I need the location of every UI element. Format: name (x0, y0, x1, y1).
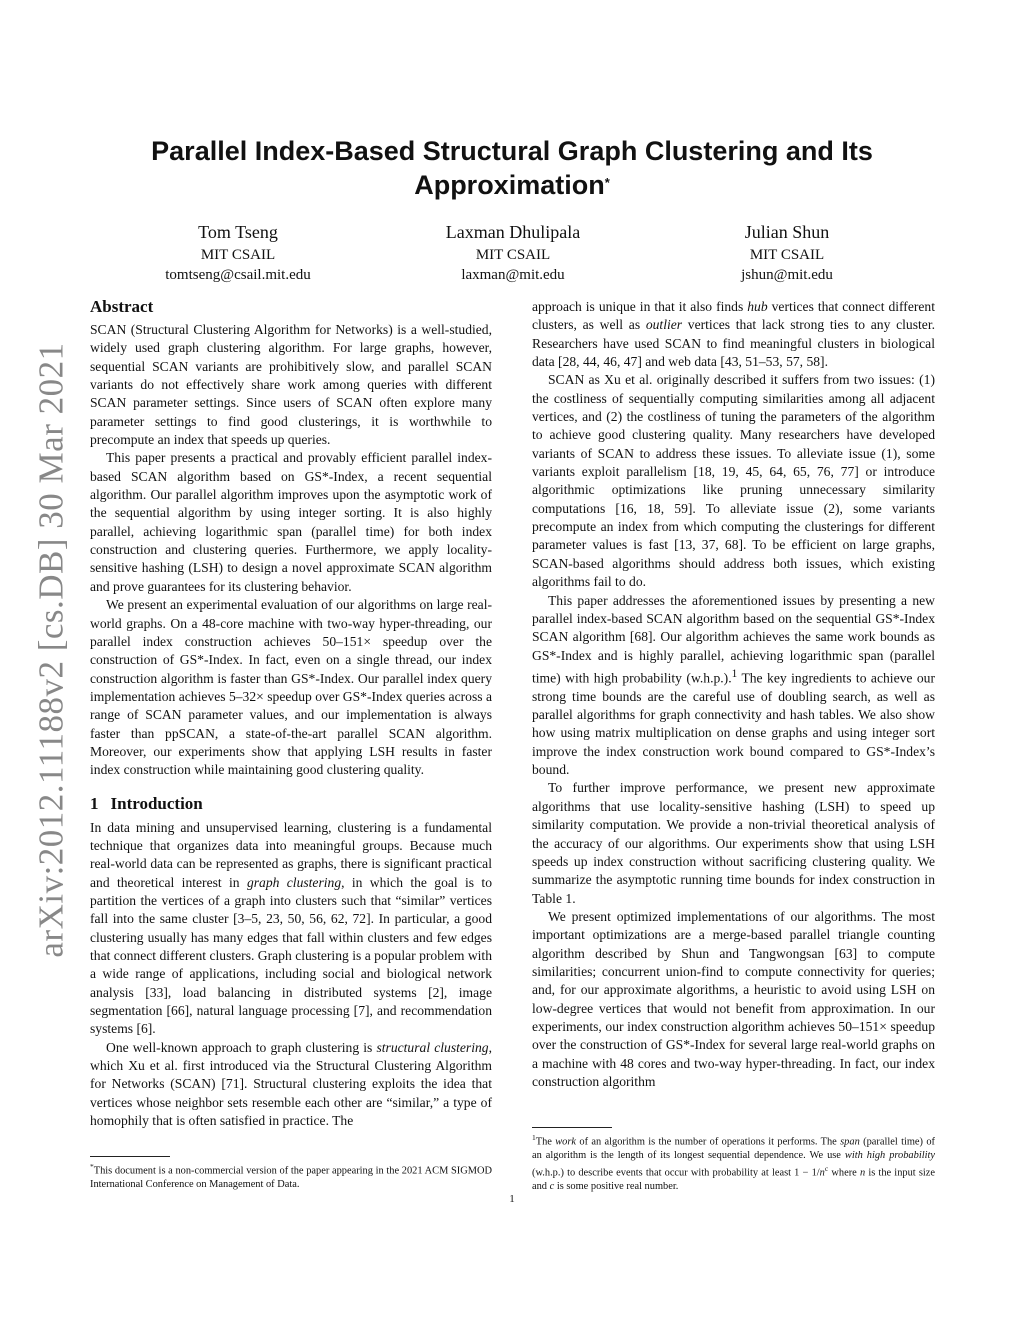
author-name: Julian Shun (744, 222, 830, 242)
footnote-reference[interactable]: 1 (731, 667, 738, 680)
introduction-heading (90, 793, 492, 815)
intro-paragraph: One well-known approach to graph clustering is structural clustering, which Xu et al. first introduced via the Structural Clustering Algorithm for Networks (SCAN) [71]. Structural clustering exploits the idea that vertices whose neighbor sets resemble each other are “similar,” a type of homophily that is often satisfied in practice. The (90, 1039, 492, 1129)
footnote-text: This document is a non-commercial version of the paper appearing in the 2021 ACM SIGMOD International Conference on Management of Data. (90, 1165, 492, 1190)
intro-paragraph: SCAN as Xu et al. originally described it suffers from two issues: (1) the costliness of sequentially computing similarities among all adjacent vertices, and (2) the costliness of tuning the parameters of the algorithm to achieve good clustering quality. Many researchers have developed variants of SCAN to address these issues. To alleviate issue (1), some variants exploit parallelism [18, 19, 45, 64, 65, 76, 77] or introduce algorithmic optimizations like pruning unnecessary similarity computations [16, 18, 59]. To alleviate issue (2), some variants precompute an index from which computing the clusterings for different parameter values is fast [13, 37, 68]. To be efficient on large graphs, SCAN-based algorithms should address both issues, which existing algorithms fail to do. (532, 372, 935, 590)
author-email: jshun@mit.edu (741, 267, 833, 283)
emphasis: structural clustering (376, 1039, 489, 1055)
paper-title (90, 134, 934, 202)
paper-title-text: Parallel Index-Based Structural Graph Clustering and Its Approximation (151, 136, 873, 200)
author-block-2 (393, 220, 633, 285)
page-number: 1 (509, 1193, 515, 1205)
footnote-right: $^1$The work of an algorithm is the number of operations it performs. The span (parallel time) of an algorithm is the length of its longest sequential dependence. We use with high probability (w.h.p.) to describe events that occur with probability at least $1 - 1/n^c$ where n is the input size and c is some positive real number. (532, 1133, 935, 1193)
intro-paragraph: This paper addresses the aforementioned issues by presenting a new parallel index-based SCAN algorithm based on the sequential GS*-Index SCAN algorithm [68]. Our algorithm achieves the same work bounds as GS*-Index and is highly parallel, achieving logarithmic span (parallel time) with high probability (w.h.p.).$^1$ The key ingredients to achieve our strong time bounds are the careful use of doubling search, as well as parallel algorithms for graph connectivity and hash tables. We also show how using matrix multiplication on dense graphs and using integer sort improve the index construction work bound compared to GS*-Index’s bound. (532, 592, 935, 778)
author-name: Tom Tseng (198, 222, 278, 242)
abstract-paragraph: We present an experimental evaluation of our algorithms on large real-world graphs. On a 48-core machine with two-way hyper-threading, our parallel index construction achieves 50–151× speedup over the construction of GS*-Index. In fact, even on a single thread, our index construction algorithm is faster than GS*-Index. Our parallel index query implementation achieves 5–32× speedup over GS*-Index queries across a range of SCAN parameter values, and our implementation is always faster than ppSCAN, a state-of-the-art parallel SCAN algorithm. Moreover, our experiments show that applying LSH results in faster index construction while maintaining good clustering quality. (90, 597, 492, 778)
title-footnote-marker: * (604, 175, 610, 190)
arxiv-identifier-stamp (22, 342, 82, 958)
intro-paragraph: To further improve performance, we present new approximate algorithms that use locality-sensitive hashing (LSH) to speed up similarity computation. We provide a non-trivial theoretical analysis of the accuracy of our algorithms. Our experiments show that using LSH speeds up index construction without sacrificing clustering quality. We summarize the asymptotic running time bounds for index construction in Table 1. (532, 780, 935, 906)
left-column (90, 296, 492, 1130)
author-name: Laxman Dhulipala (445, 222, 581, 242)
footnote-marker: 1 (532, 1133, 536, 1142)
author-email: laxman@mit.edu (461, 267, 565, 283)
emphasis: outlier (645, 317, 683, 333)
abstract-paragraph: This paper presents a practical and provably efficient parallel index-based SCAN algorithm based on GS*-Index, a recent sequential algorithm. Our parallel algorithm improves upon the asymptotic work of the sequential algorithm by using integer sorting. It is also highly parallel, achieving logarithmic span (parallel time) for both index construction and clustering queries. Furthermore, we apply locality-sensitive hashing (LSH) to design a novel approximate SCAN algorithm and prove guarantees for its clustering behavior. (90, 450, 492, 594)
footnote-divider (532, 1127, 612, 1128)
footnote-left (90, 1160, 492, 1191)
abstract-paragraph: SCAN (Structural Clustering Algorithm for Networks) is a well-studied, widely used graph clustering algorithm. For large graphs, however, sequential SCAN variants are prohibitively slow, and parallel SCAN variants do not effectively share work among queries with different SCAN parameter settings. Since users of SCAN often explore many parameter settings to find good clusterings, it is worthwhile to precompute an index that speeds up queries. (90, 322, 492, 448)
intro-paragraph: In data mining and unsupervised learning, clustering is a fundamental technique that organizes data into meaningful groups. Because much real-world data can be represented as graphs, there is significant practical and theoretical interest in graph clustering, in which the goal is to partition the vertices of a graph into clusters such that “similar” vertices fall into the same cluster [3–5, 23, 50, 56, 62, 72]. In particular, a good clustering usually has many edges that fall within clusters and few edges that connect different clusters. Graph clustering is a popular problem with a wide range of applications, including social and biological network analysis [33], load balancing in distributed systems [2], image segmentation [66], natural language processing [7], and recommendation systems [6]. (90, 819, 492, 1037)
section-title: Introduction (110, 793, 203, 813)
author-affiliation: MIT CSAIL (200, 247, 276, 263)
emphasis: hub (747, 299, 768, 314)
abstract-heading: Abstract (90, 297, 154, 316)
intro-paragraph: We present optimized implementations of our algorithms. The most important optimizations are a merge-based parallel triangle counting algorithm described by Shun and Tangwongsan [63] to compute similarities; concurrent union-find to compute connectivity for queries; and, for our approximate algorithms, a heuristic to avoid using LSH on low-degree vertices that would not benefit from approximation. In our experiments, our index construction algorithm achieves 50–151× speedup over the construction of GS*-Index for several large real-world graphs on a machine with 48 cores and two-way hyper-threading. In fact, our index construction algorithm (532, 908, 935, 1089)
author-block-1 (118, 220, 358, 285)
author-affiliation: MIT CSAIL (475, 247, 551, 263)
author-block-3 (667, 220, 907, 285)
author-affiliation: MIT CSAIL (749, 247, 825, 263)
author-email: tomtseng@csail.mit.edu (165, 267, 311, 283)
footnote-divider (90, 1156, 170, 1157)
section-number: 1 (90, 793, 99, 813)
intro-paragraph-continued: approach is unique in that it also finds hub vertices that connect different clusters, as well as outlier vertices that lack strong ties to any cluster. Researchers have used SCAN to find meaningful clusters in biological data [28, 44, 46, 47] and web data [43, 51–53, 57, 58]. (532, 299, 935, 370)
arxiv-identifier-text: arXiv:2012.11188v2 [cs.DB] 30 Mar 2021 (32, 342, 71, 958)
emphasis: graph clustering (246, 874, 342, 890)
right-column (532, 298, 935, 1091)
footnote-marker: * (90, 1162, 94, 1171)
